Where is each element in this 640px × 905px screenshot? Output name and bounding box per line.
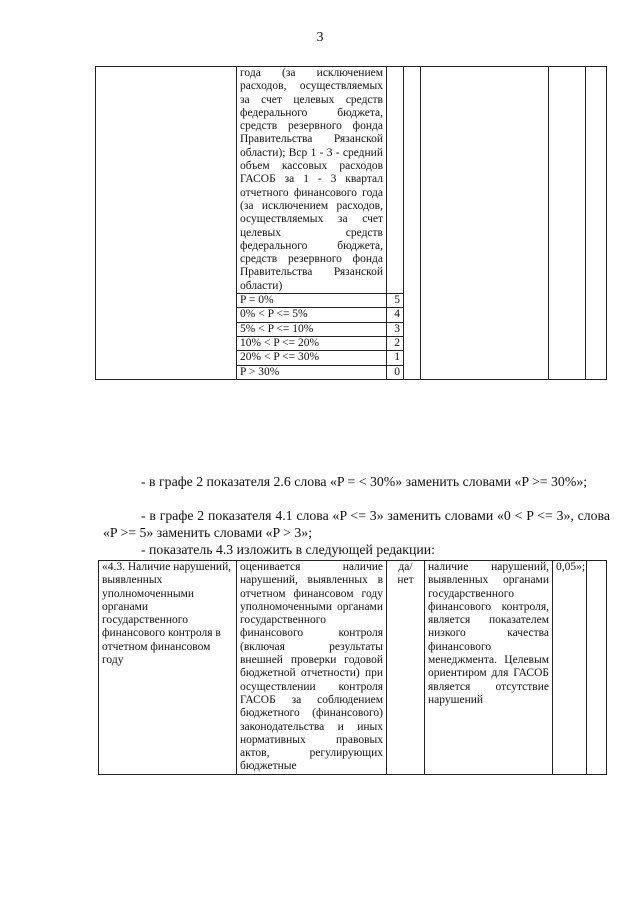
amendment-paragraph-2-6: - в графе 2 показателя 2.6 слова «P = < 30%» заменить словами «P >= 30%»;	[141, 474, 588, 489]
yes-no-cell: да/ нет	[387, 561, 425, 775]
condition-cell: 10% < P <= 20%	[237, 336, 387, 350]
description-cell: оценивается наличие нарушений, выявленных в отчетном финансовом году уполномоченными органами государственного финансового контроля (включая результаты внешней проверки годовой бюджетной отчетности) при осуществлении контроля ГАСОБ за соблюдением бюджетного (финансового) законодательства и иных нормативных правовых актов, регулирующих бюджетные	[237, 561, 387, 775]
amendment-paragraph-4-3: - показатель 4.3 изложить в следующей редакции:	[141, 542, 435, 557]
table-row	[96, 67, 607, 294]
table-cell	[549, 67, 586, 380]
score-cell: 2	[387, 336, 404, 350]
indicator-4-3-table	[98, 560, 607, 775]
amendment-paragraph-4-1: - в графе 2 показателя 4.1 слова «P <= 3» заменить словами «0 < P <= 3», слова «P >= 5» заменить словами «P > 3»;	[103, 508, 610, 540]
condition-cell: 0% < P <= 5%	[237, 308, 387, 322]
table-cell	[404, 67, 421, 380]
criterion-text: года (за исключением расходов, осуществляемых за счет целевых средств федерального бюджета, средств резервного фонда Правительства Рязанской области); Вср 1 - 3 - средний объем кассовых расходов ГАСОБ за 1 - 3 квартал отчетного финансового года (за исключением расходов, осуществляемых за счет целевых средств федерального бюджета, средств резервного фонда Правительства Рязанской области)	[240, 67, 383, 292]
table-row	[99, 561, 607, 775]
page-number: 3	[316, 30, 324, 45]
table-cell	[96, 67, 237, 380]
comment-cell: наличие нарушений, выявленных органами государственного финансового контроля, является показателем низкого качества финансового менеджмента. Целевым ориентиром для ГАСОБ является отсутствие нарушений	[425, 561, 553, 775]
indicator-name-cell: «4.3. Наличие нарушений, выявленных уполномоченными органами государственного финансового контроля в отчетном финансовом году	[99, 561, 237, 775]
condition-cell: 5% < P <= 10%	[237, 322, 387, 336]
score-cell: 3	[387, 322, 404, 336]
table-cell	[587, 561, 607, 775]
condition-cell: P > 30%	[237, 365, 387, 379]
table-cell	[421, 67, 549, 380]
weight-cell: 0,05»;	[553, 561, 587, 775]
criterion-cell	[237, 67, 387, 294]
condition-cell: 20% < P <= 30%	[237, 351, 387, 365]
table-cell	[387, 67, 404, 294]
table-cell	[586, 67, 607, 380]
score-cell: 1	[387, 351, 404, 365]
indicator-table-continuation	[95, 66, 607, 380]
score-cell: 5	[387, 294, 404, 308]
score-cell: 0	[387, 365, 404, 379]
condition-cell: P = 0%	[237, 294, 387, 308]
score-cell: 4	[387, 308, 404, 322]
